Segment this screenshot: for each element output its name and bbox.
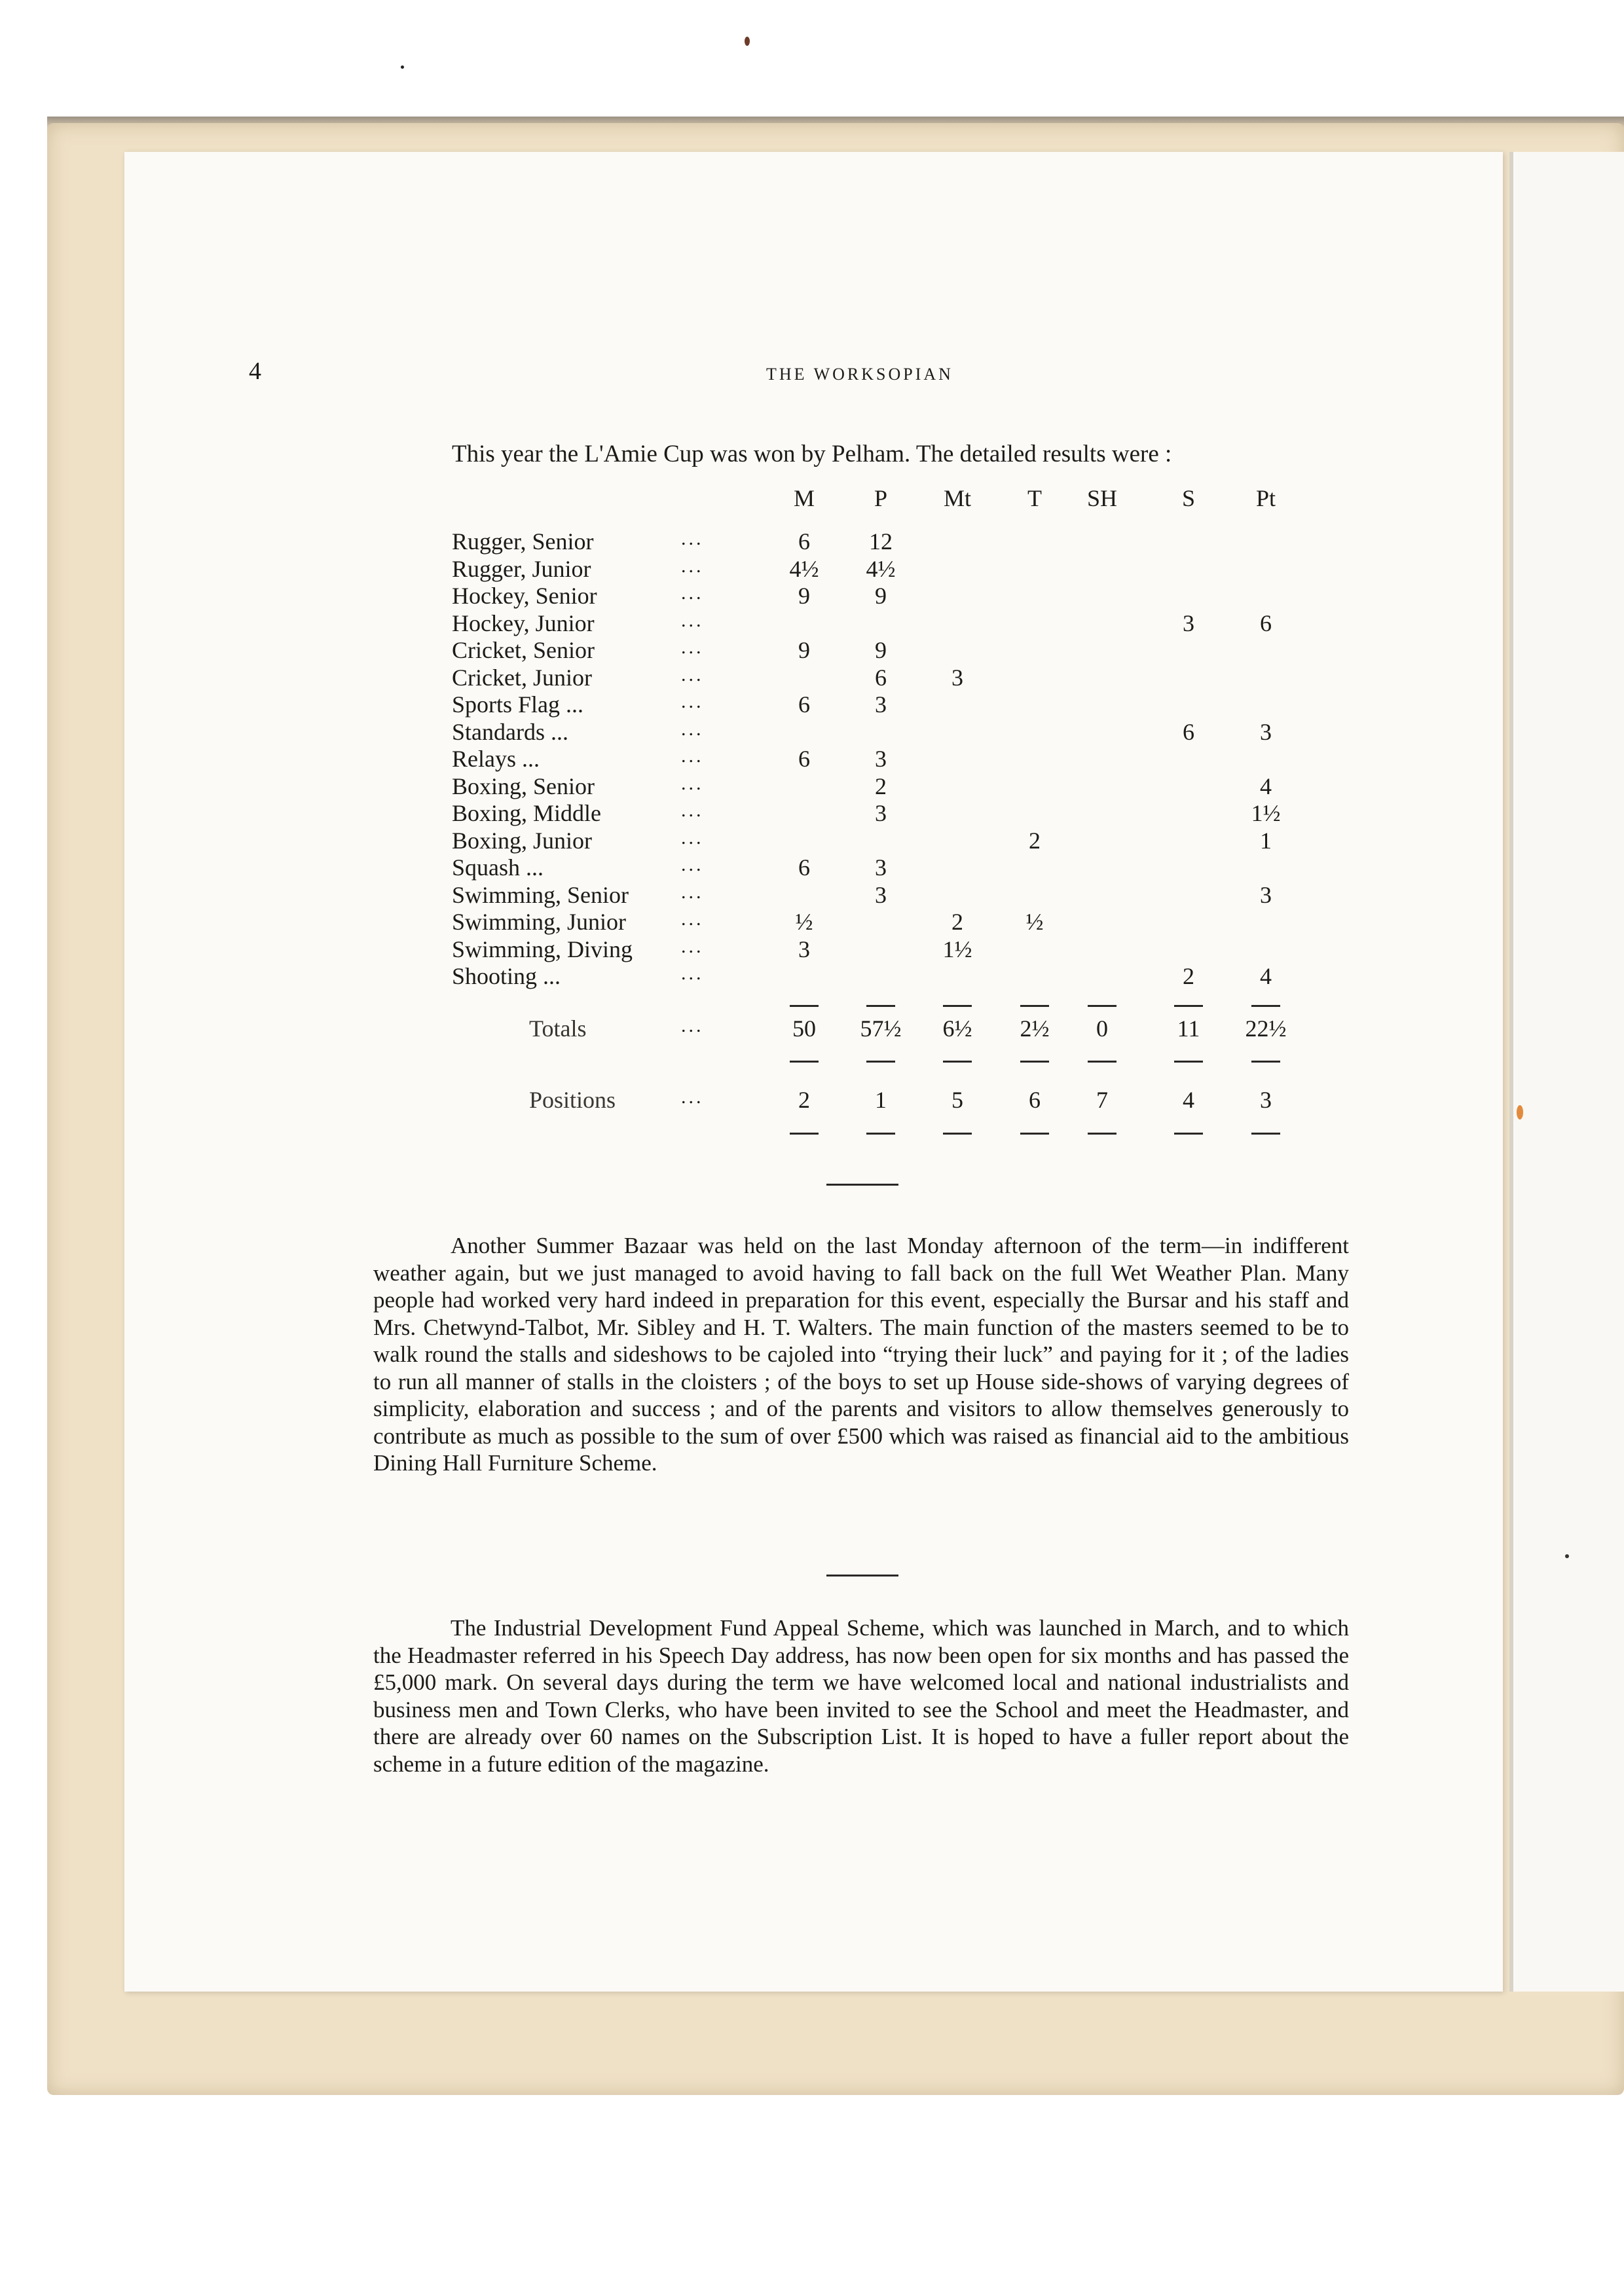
totals-rule — [1251, 1061, 1280, 1063]
score-cell: 2 — [951, 909, 963, 935]
row-label: Cricket, Junior — [452, 664, 592, 691]
totals-rule — [1088, 1061, 1116, 1063]
score-cell: 3 — [1183, 610, 1194, 636]
total-rule — [1174, 1005, 1203, 1007]
totals-cell: 2½ — [1020, 1015, 1050, 1042]
positions-cell: 1 — [875, 1087, 887, 1113]
total-rule — [790, 1005, 819, 1007]
row-label: Swimming, Diving — [452, 936, 633, 962]
score-cell: 9 — [875, 583, 887, 609]
score-cell: 3 — [1260, 881, 1272, 908]
leader-dots: ... — [681, 826, 704, 848]
column-header-pt: Pt — [1255, 485, 1276, 511]
score-cell: 3 — [875, 691, 887, 718]
leader-dots: ... — [681, 772, 704, 794]
score-cell: 2 — [1029, 827, 1041, 854]
score-cell: 9 — [798, 583, 810, 609]
score-cell: 1½ — [1251, 800, 1281, 826]
column-header-mt: Mt — [943, 485, 971, 511]
score-cell: ½ — [1025, 909, 1044, 935]
column-header-p: P — [874, 485, 888, 511]
total-rule — [1020, 1005, 1049, 1007]
leader-dots: ... — [681, 962, 704, 984]
page-number: 4 — [249, 357, 261, 385]
row-label: Boxing, Senior — [452, 773, 595, 799]
positions-rule — [1251, 1133, 1280, 1135]
total-rule — [1251, 1005, 1280, 1007]
leader-dots: ... — [681, 609, 704, 631]
total-rule — [943, 1005, 972, 1007]
positions-cell: 5 — [951, 1087, 963, 1113]
totals-cell: 22½ — [1245, 1015, 1287, 1042]
score-cell: 12 — [869, 528, 893, 555]
column-header-m: M — [793, 485, 815, 511]
totals-rule — [1020, 1061, 1049, 1063]
speck — [1565, 1554, 1569, 1558]
row-label: Sports Flag ... — [452, 691, 584, 718]
column-header-sh: SH — [1086, 485, 1118, 511]
score-cell: 3 — [1260, 718, 1272, 745]
positions-cell: 6 — [1029, 1087, 1041, 1113]
positions-rule — [1088, 1133, 1116, 1135]
leader-dots: ... — [681, 908, 704, 930]
score-cell: 1½ — [942, 936, 972, 962]
running-head: THE WORKSOPIAN — [766, 365, 953, 384]
score-cell: 9 — [875, 637, 887, 663]
score-cell: 6 — [798, 746, 810, 772]
score-cell: 6 — [798, 854, 810, 881]
score-cell: 4 — [1260, 773, 1272, 799]
row-label: Hockey, Senior — [452, 583, 597, 609]
leader-dots: ... — [681, 555, 704, 577]
totals-cell: 11 — [1177, 1015, 1200, 1042]
positions-cell: 2 — [798, 1087, 810, 1113]
section-divider — [826, 1184, 898, 1186]
row-label: Cricket, Senior — [452, 637, 595, 663]
totals-cell: 0 — [1096, 1015, 1108, 1042]
row-label: Rugger, Senior — [452, 528, 594, 555]
total-rule — [866, 1005, 895, 1007]
score-cell: 3 — [951, 664, 963, 691]
row-label: Hockey, Junior — [452, 610, 595, 636]
positions-rule — [943, 1133, 972, 1135]
positions-cell: 3 — [1260, 1087, 1272, 1113]
column-header-t: T — [1027, 485, 1042, 511]
score-cell: 2 — [1183, 963, 1194, 989]
speck — [745, 37, 750, 46]
leader-dots: ... — [681, 663, 704, 685]
bazaar-paragraph: Another Summer Bazaar was held on the last Monday afternoon of the term—in indifferent weather again, but we just managed to avoid having to fall back on the full Wet Weather Plan. Many people had worked very hard indeed in preparation for this event, especially the Bursar and his staff and Mrs. Chetwynd-Talbot, Mr. Sibley and H. T. Walters. The main function of the masters seemed to be to walk round the stalls and sideshows to be cajoled into “trying their luck” and paying for it ; of the ladies to run all manner of stalls in the cloisters ; of the boys to set up House side-shows of varying degrees of simplicity, elaboration and success ; and of the parents and visitors to allow themselves generously to contribute as much as possible to the sum of over £500 which was raised as financial aid to the ambitious Dining Hall Furniture Scheme. — [373, 1233, 1349, 1476]
leader-dots: ... — [681, 854, 704, 875]
row-label: Shooting ... — [452, 963, 561, 989]
totals-rule — [1174, 1061, 1203, 1063]
score-cell: 2 — [875, 773, 887, 799]
score-cell: 1 — [1260, 827, 1272, 854]
leader-dots: ... — [681, 1086, 704, 1108]
positions-rule — [866, 1133, 895, 1135]
score-cell: 6 — [875, 664, 887, 691]
score-cell: 6 — [1260, 610, 1272, 636]
totals-cell: 57½ — [860, 1015, 902, 1042]
score-cell: 3 — [875, 881, 887, 908]
score-cell: 6 — [798, 691, 810, 718]
leader-dots: ... — [681, 745, 704, 767]
score-cell: 4½ — [866, 555, 896, 582]
row-label: Swimming, Senior — [452, 881, 629, 908]
row-label: Squash ... — [452, 854, 544, 881]
score-cell: 3 — [875, 854, 887, 881]
speck — [401, 65, 404, 69]
row-label: Standards ... — [452, 718, 568, 745]
positions-cell: 4 — [1183, 1087, 1194, 1113]
totals-cell: 50 — [792, 1015, 816, 1042]
leader-dots: ... — [681, 1015, 704, 1036]
totals-cell: 6½ — [942, 1015, 972, 1042]
row-label: Rugger, Junior — [452, 555, 591, 582]
totals-rule — [866, 1061, 895, 1063]
row-label: Boxing, Junior — [452, 827, 593, 854]
positions-label: Positions — [529, 1087, 616, 1113]
section-divider — [826, 1575, 898, 1576]
leader-dots: ... — [681, 691, 704, 712]
score-cell: 6 — [798, 528, 810, 555]
positions-cell: 7 — [1096, 1087, 1108, 1113]
score-cell: 3 — [875, 746, 887, 772]
positions-rule — [1020, 1133, 1049, 1135]
leader-dots: ... — [681, 935, 704, 957]
totals-rule — [943, 1061, 972, 1063]
score-cell: ½ — [795, 909, 813, 935]
speck — [1517, 1105, 1523, 1120]
positions-rule — [1174, 1133, 1203, 1135]
leader-dots: ... — [681, 636, 704, 658]
totals-rule — [790, 1061, 819, 1063]
leader-dots: ... — [681, 582, 704, 604]
score-cell: 4 — [1260, 963, 1272, 989]
score-cell: 4½ — [789, 555, 819, 582]
totals-label: Totals — [529, 1015, 587, 1042]
score-cell: 3 — [798, 936, 810, 962]
leader-dots: ... — [681, 799, 704, 821]
leader-dots: ... — [681, 718, 704, 740]
score-cell: 9 — [798, 637, 810, 663]
leader-dots: ... — [681, 528, 704, 549]
leader-dots: ... — [681, 881, 704, 903]
total-rule — [1088, 1005, 1116, 1007]
row-label: Swimming, Junior — [452, 909, 627, 935]
score-cell: 3 — [875, 800, 887, 826]
row-label: Relays ... — [452, 746, 540, 772]
facing-page-edge — [1509, 152, 1624, 1992]
row-label: Boxing, Middle — [452, 800, 602, 826]
score-cell: 6 — [1183, 718, 1194, 745]
fund-appeal-paragraph: The Industrial Development Fund Appeal Scheme, which was launched in March, and to which the Headmaster referred in his Speech Day address, has now been open for six months and has passed the £5,000 mark. On several days during the term we have welcomed local and national industrialists and business men and Town Clerks, who have been invited to see the School and meet the Headmaster, and there are already over 60 names on the Subscription List. It is hoped to have a fuller report about the scheme in a future edition of the magazine. — [373, 1615, 1349, 1777]
column-header-s: S — [1181, 485, 1196, 511]
positions-rule — [790, 1133, 819, 1135]
intro-sentence: This year the L'Amie Cup was won by Pelham. The detailed results were : — [452, 441, 1172, 467]
